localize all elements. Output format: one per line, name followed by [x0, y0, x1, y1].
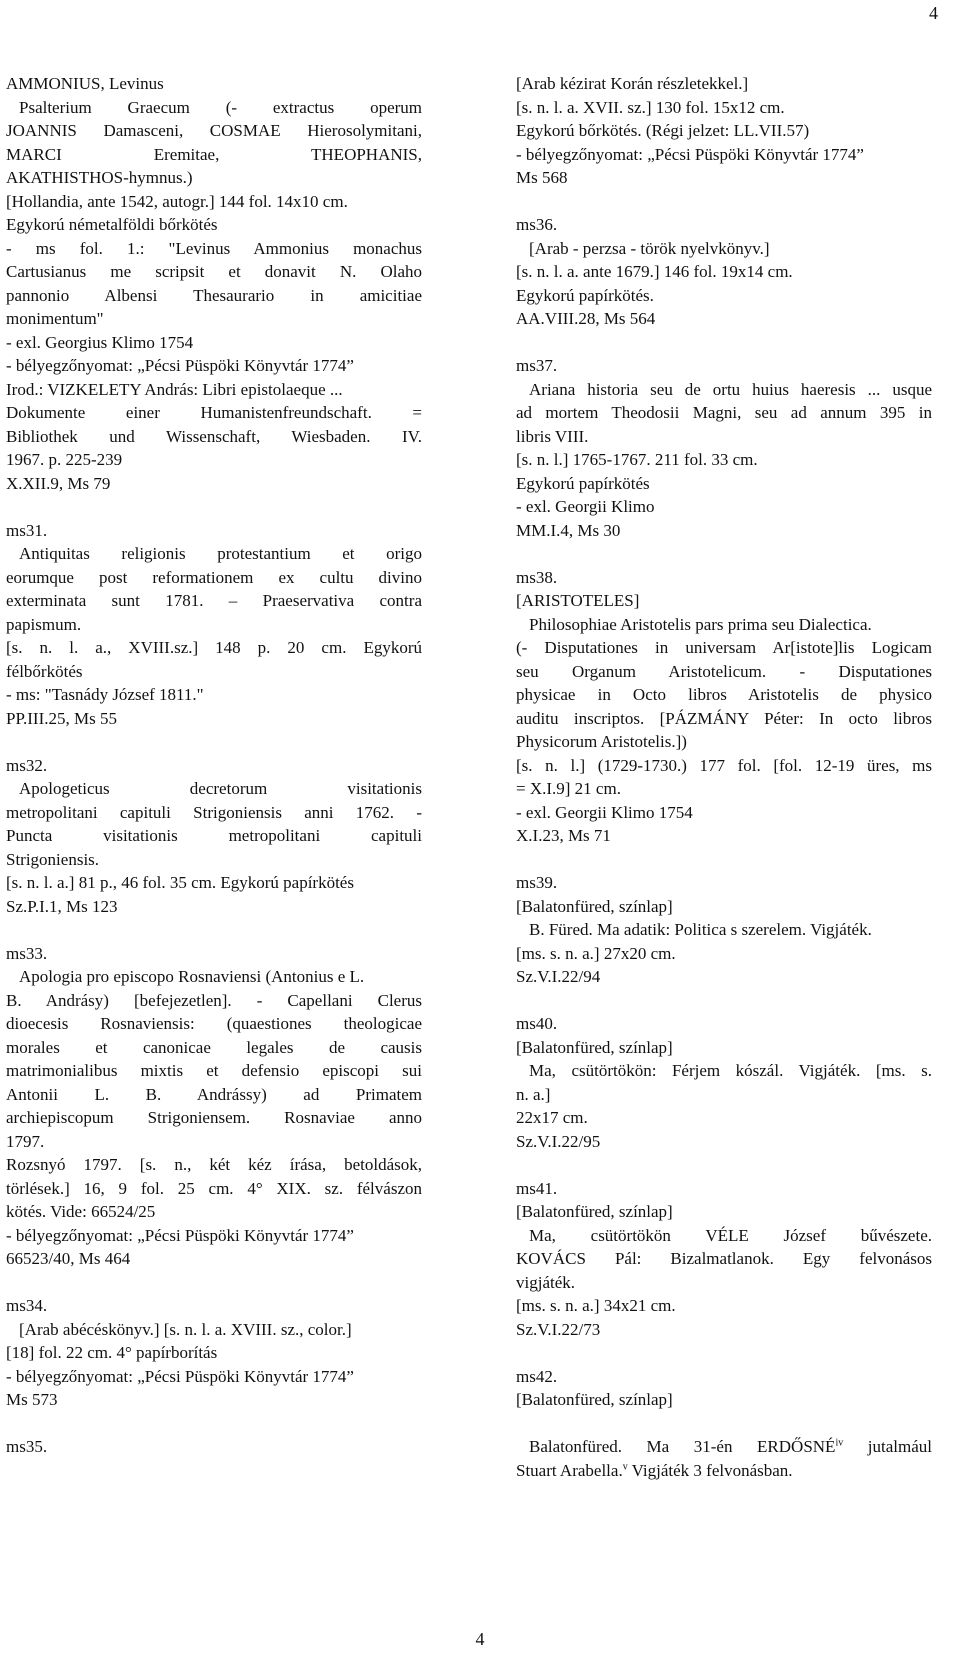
entry-line: monimentum": [6, 309, 104, 328]
entry-line: KOVÁCS Pál: Bizalmatlanok. Egy felvonásos: [516, 1249, 932, 1268]
entry-line: [s. n. l.] (1729-1730.) 177 fol. [fol. 12-19 üres, ms: [516, 755, 932, 775]
catalog-entry: [6, 519, 422, 731]
catalog-entry: [6, 1294, 422, 1412]
entry-line: [s. n. l.] 1765-1767. 211 fol. 33 cm.: [516, 450, 758, 469]
entry-line: ms41.: [516, 1178, 558, 1198]
entry-line: Irod.: VIZKELETY András: Libri epistolaeque ...: [6, 379, 343, 399]
entry-line: B. Andrásy) [befejezetlen]. - Capellani Clerus: [6, 990, 422, 1010]
entry-line: [ms. s. n. a.] 27x20 cm.: [516, 943, 676, 963]
entry-line: Egykorú papírkötés.: [516, 285, 654, 305]
ms42-footnote-iv: iv: [835, 1437, 844, 1449]
entry-line: seu Organum Aristotelicum. - Disputationes: [516, 661, 932, 681]
entry-line: JOANNIS Damasceni, COSMAE Hierosolymitani,: [6, 121, 422, 140]
catalog-entry: [516, 1012, 932, 1153]
entry-line: AKATHISTHOS-hymnus.): [6, 168, 193, 187]
page-number-top: 4: [929, 3, 938, 23]
catalog-entry: [516, 213, 932, 331]
entry-line: [s. n. l. a. XVII. sz.] 130 fol. 15x12 cm.: [516, 97, 785, 117]
entry-line: metropolitani capituli Strigoniensis anni 1762. -: [6, 802, 422, 822]
entry-line: ms33.: [6, 943, 48, 963]
entry-line: Egykorú bőrkötés. (Régi jelzet: LL.VII.57): [516, 121, 810, 140]
entry-line: exterminata sunt 1781. – Praeservativa contra: [6, 591, 422, 610]
entry-line: auditu inscriptos. [PÁZMÁNY Péter: In octo libros: [516, 708, 932, 728]
entry-line: ms39.: [516, 873, 558, 892]
entry-line: - bélyegzőnyomat: „Pécsi Püspöki Könyvtár 1774”: [6, 1366, 354, 1386]
entry-line: - bélyegzőnyomat: „Pécsi Püspöki Könyvtár 1774”: [516, 144, 864, 164]
entry-line: Dokumente einer Humanistenfreundschaft. =: [6, 403, 422, 422]
entry-line: [Balatonfüred, színlap]: [516, 896, 673, 916]
entry-line: Physicorum Aristotelis.]): [516, 732, 687, 751]
entry-line: [Balatonfüred, színlap]: [516, 1037, 673, 1057]
entry-line: ms34.: [6, 1296, 48, 1315]
entry-line: AMMONIUS, Levinus: [6, 74, 164, 93]
entry-line: - exl. Georgii Klimo: [516, 497, 655, 516]
entry-line: 66523/40, Ms 464: [6, 1249, 131, 1268]
entry-line: Sz.P.I.1, Ms 123: [6, 896, 118, 916]
entry-line: - bélyegzőnyomat: „Pécsi Püspöki Könyvtár 1774”: [6, 356, 354, 375]
entry-line: matrimonialibus mixtis et defensio episcopi sui: [6, 1061, 422, 1080]
catalog-entry: [6, 1435, 422, 1459]
catalog-entry: [516, 354, 932, 542]
ms42-title-line: Balatonfüred. Ma 31-én ERDŐSNÉ$^{iv}$ jutalmául: [529, 1437, 932, 1456]
left-column: [6, 72, 422, 1482]
entry-line: [Arab kézirat Korán részletekkel.]: [516, 74, 749, 93]
entry-line: ms42.: [516, 1366, 558, 1386]
entry-line: AA.VIII.28, Ms 564: [516, 309, 656, 328]
entry-line: ms36.: [516, 215, 558, 234]
entry-line: Antonii L. B. Andrássy) ad Primatem: [6, 1084, 422, 1104]
entry-line: ms32.: [6, 755, 48, 775]
entry-line: [Arab abécéskönyv.] [s. n. l. a. XVIII. sz., color.]: [19, 1319, 352, 1339]
catalog-entry: [516, 1365, 932, 1412]
entry-line: Egykorú papírkötés: [516, 473, 650, 493]
entry-line: [Balatonfüred, színlap]: [516, 1390, 673, 1409]
entry-line: [Arab - perzsa - török nyelvkönyv.]: [529, 238, 770, 258]
entry-line: Ariana historia seu de ortu huius haeresis ... usque: [529, 379, 932, 399]
entry-line: [s. n. l. a.] 81 p., 46 fol. 35 cm. Egykorú papírkötés: [6, 873, 354, 892]
entry-line: - ms fol. 1.: "Levinus Ammonius monachus: [6, 238, 422, 258]
entry-line: Apologia pro episcopo Rosnaviensi (Antonius e L.: [19, 967, 365, 986]
entry-line: [18] fol. 22 cm. 4° papírborítás: [6, 1343, 218, 1362]
catalog-entry: [6, 72, 422, 495]
entry-line: vigjáték.: [516, 1272, 576, 1292]
entry-line: MM.I.4, Ms 30: [516, 520, 621, 540]
right-column: [516, 72, 932, 1482]
entry-line: Strigoniensis.: [6, 849, 100, 869]
entry-line: ms35.: [6, 1437, 48, 1456]
entry-line: Puncta visitationis metropolitani capituli: [6, 826, 422, 845]
entry-line: ms40.: [516, 1014, 558, 1033]
entry-line: libris VIII.: [516, 426, 589, 446]
entry-line: - exl. Georgius Klimo 1754: [6, 332, 194, 352]
entry-line: 1967. p. 225-239: [6, 450, 123, 469]
catalog-entry: [516, 1177, 932, 1342]
ms42-footnote-v: v: [622, 1460, 628, 1472]
entry-line: [Balatonfüred, színlap]: [516, 1202, 673, 1221]
entry-line: Bibliothek und Wissenschaft, Wiesbaden. IV.: [6, 426, 422, 446]
entry-line: Ma, csütörtökön VÉLE József bűvészete.: [529, 1225, 932, 1245]
entry-line: Cartusianus me scripsit et donavit N. Olaho: [6, 262, 422, 281]
entry-line: Sz.V.I.22/94: [516, 967, 601, 986]
entry-line: Ms 573: [6, 1390, 58, 1409]
entry-line: physicae in Octo libros Aristotelis de physico: [516, 685, 932, 704]
entry-line: [s. n. l. a., XVIII.sz.] 148 p. 20 cm. Egykorú: [6, 638, 422, 657]
entry-line: törlések.] 16, 9 fol. 25 cm. 4° XIX. sz. félvászon: [6, 1178, 422, 1198]
entry-line: B. Füred. Ma adatik: Politica s szerelem. Vigjáték.: [529, 920, 872, 939]
entry-line: Philosophiae Aristotelis pars prima seu Dialectica.: [529, 614, 872, 634]
entry-line: pannonio Albensi Thesaurario in amicitiae: [6, 285, 422, 305]
entry-line: félbőrkötés: [6, 661, 83, 681]
entry-line: [ARISTOTELES]: [516, 591, 640, 610]
entry-line: - bélyegzőnyomat: „Pécsi Püspöki Könyvtár 1774”: [6, 1225, 354, 1245]
entry-line: = X.I.9] 21 cm.: [516, 779, 621, 798]
page-number-bottom: 4: [475, 1629, 485, 1649]
entry-line: X.XII.9, Ms 79: [6, 473, 111, 493]
catalog-entry: [516, 72, 932, 190]
entry-line: Psalterium Graecum (- extractus operum: [19, 97, 422, 117]
entry-line: ad mortem Theodosii Magni, seu ad annum 395 in: [516, 403, 932, 422]
entry-line: - ms: "Tasnády József 1811.": [6, 685, 204, 704]
right-column-entries: [516, 72, 932, 1412]
entry-line: archiepiscopum Strigoniensem. Rosnaviae anno: [6, 1108, 422, 1127]
ms42-subtitle-line: Stuart Arabella.$^v$ Vigjáték 3 felvonásban.: [516, 1460, 793, 1480]
entry-line: n. a.]: [516, 1084, 551, 1104]
entry-line: Antiquitas religionis protestantium et origo: [19, 544, 422, 563]
entry-line: Ms 568: [516, 168, 568, 187]
entry-line: 22x17 cm.: [516, 1108, 588, 1127]
entry-line: papismum.: [6, 614, 82, 634]
entry-line: kötés. Vide: 66524/25: [6, 1202, 156, 1221]
catalog-entry: [516, 566, 932, 848]
entry-line: [ms. s. n. a.] 34x21 cm.: [516, 1296, 676, 1315]
entry-line: ms38.: [516, 567, 558, 587]
catalog-entry: [6, 942, 422, 1271]
entry-line: dioecesis Rosnaviensis: (quaestiones theologicae: [6, 1014, 422, 1033]
entry-line: MARCI Eremitae, THEOPHANIS,: [6, 144, 422, 164]
entry-line: Egykorú németalföldi bőrkötés: [6, 215, 218, 234]
entry-line: Rozsnyó 1797. [s. n., két kéz írása, betoldások,: [6, 1155, 422, 1174]
entry-line: PP.III.25, Ms 55: [6, 708, 117, 728]
entry-line: (- Disputationes in universam Ar[istote]lis Logicam: [516, 638, 932, 657]
entry-line: 1797.: [6, 1131, 45, 1151]
catalog-entry: [6, 754, 422, 919]
entry-line: Ma, csütörtökön: Férjem kószál. Vigjáték. [ms. s.: [529, 1061, 932, 1080]
entry-line: eorumque post reformationem ex cultu divino: [6, 567, 422, 587]
entry-line: X.I.23, Ms 71: [516, 826, 611, 845]
catalog-entry: [516, 871, 932, 989]
entry-line: - exl. Georgii Klimo 1754: [516, 802, 693, 822]
entry-line: Sz.V.I.22/73: [516, 1319, 601, 1339]
entry-line: ms37.: [516, 356, 558, 375]
entry-line: ms31.: [6, 520, 48, 540]
entry-line: morales et canonicae legales de causis: [6, 1037, 422, 1057]
entry-line: [Hollandia, ante 1542, autogr.] 144 fol. 14x10 cm.: [6, 191, 348, 211]
entry-line: [s. n. l. a. ante 1679.] 146 fol. 19x14 cm.: [516, 262, 793, 281]
entry-line: Apologeticus decretorum visitationis: [19, 779, 422, 798]
entry-line: Sz.V.I.22/95: [516, 1131, 601, 1151]
